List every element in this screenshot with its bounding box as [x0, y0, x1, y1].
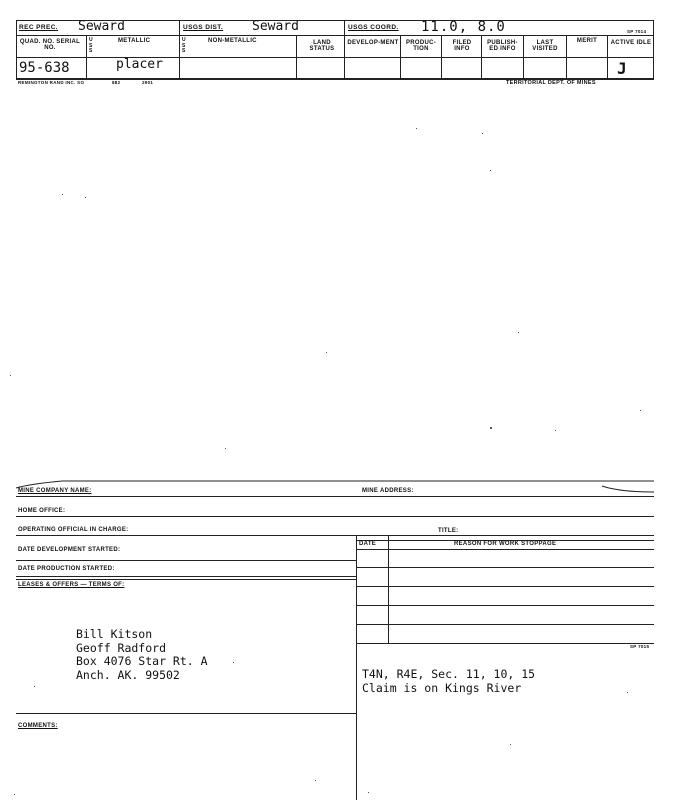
production-header: PRODUC-TION [405, 40, 437, 53]
scan-speck [315, 780, 316, 781]
home-office-label: HOME OFFICE: [18, 508, 66, 514]
scan-speck [482, 133, 483, 134]
owner-block [76, 628, 208, 682]
scan-speck [555, 430, 556, 431]
card-left-border [16, 20, 17, 78]
serial-no-label: SERIAL NO. [44, 39, 81, 52]
row-line [16, 535, 654, 536]
row-line [356, 567, 654, 568]
scan-speck [62, 194, 63, 195]
comments-label: COMMENTS: [18, 723, 58, 729]
col-divider [86, 35, 87, 78]
date-col-divider [388, 535, 389, 643]
usgs-coord-label: USGS COORD. [348, 24, 399, 31]
col-divider [523, 35, 524, 78]
owner-line: Geoff Radford [76, 640, 167, 655]
operating-official-label: OPERATING OFFICIAL IN CHARGE: [18, 527, 129, 533]
center-divider [356, 535, 357, 800]
mine-company-name-label: MINE COMPANY NAME: [18, 488, 92, 494]
col-divider [441, 35, 442, 78]
col-divider [344, 20, 345, 78]
active-idle-header: ACTIVE IDLE [610, 40, 652, 46]
row-line [16, 713, 356, 714]
quad-serial-header [18, 39, 82, 52]
location-line: T4N, R4E, Sec. 11, 10, 15 [362, 667, 536, 681]
department-name: TERRITORIAL DEPT. OF MINES [506, 80, 596, 86]
row-line [16, 576, 356, 577]
printer-code-1: 882 [112, 80, 121, 85]
scan-speck [490, 427, 492, 429]
scan-speck [233, 662, 234, 663]
last-visited-header: LAST VISITED [532, 40, 558, 53]
usgs-coord-value: 11.0, 8.0 [421, 19, 506, 35]
merit-header: MERIT [576, 38, 598, 44]
col-divider [296, 35, 297, 78]
scan-speck [640, 410, 641, 411]
col-divider [607, 35, 608, 78]
printer-code-2: 2901 [142, 80, 154, 85]
mine-address-label: MINE ADDRESS: [362, 488, 414, 494]
row-line [16, 516, 654, 517]
header-row-divider [16, 35, 654, 36]
scan-speck [10, 375, 11, 376]
usgs-dist-label: USGS DIST. [183, 24, 224, 31]
usgs-dist-value: Seward [252, 19, 299, 34]
date-production-label: DATE PRODUCTION STARTED: [18, 566, 115, 572]
col-divider [481, 35, 482, 78]
rec-prec-label: REC PREC. [19, 24, 58, 31]
quad-serial-value: 95-638 [19, 60, 70, 76]
metallic-header: METALLIC [118, 38, 151, 44]
scan-speck [34, 686, 35, 687]
scan-speck [416, 128, 417, 129]
date-column-label: DATE [359, 541, 377, 547]
form-code-bottom: SP 7015 [630, 644, 650, 649]
scan-speck [14, 794, 15, 795]
row-line [356, 586, 654, 587]
scan-speck [518, 332, 519, 333]
filed-info-header: FILED INFO [452, 40, 472, 53]
col-divider [179, 20, 180, 78]
row-line [356, 624, 654, 625]
column-header-divider [16, 57, 654, 58]
uss-marker-1: U S S [89, 37, 93, 54]
col-divider [400, 35, 401, 78]
scan-speck [627, 692, 628, 693]
row-line [356, 643, 654, 644]
row-line [16, 496, 654, 497]
leases-offers-label: LEASES & OFFERS — TERMS OF: [18, 582, 125, 588]
scan-speck [368, 792, 369, 793]
scan-speck [510, 744, 511, 745]
printer-note: REMINGTON RAND INC. SO [18, 80, 85, 85]
scan-speck [225, 448, 226, 449]
date-development-label: DATE DEVELOPMENT STARTED: [18, 547, 121, 553]
quad-no-label: QUAD. NO. [19, 39, 55, 45]
scan-speck [490, 170, 491, 171]
row-line [16, 579, 356, 580]
row-line [356, 605, 654, 606]
reason-column-label: REASON FOR WORK STOPPAGE [454, 541, 557, 547]
title-label: TITLE: [438, 528, 459, 534]
land-status-header: LAND STATUS [309, 40, 335, 53]
col-divider [566, 35, 567, 78]
location-block [362, 668, 535, 695]
owner-line: Anch. AK. 99502 [76, 667, 180, 682]
card-right-border [653, 20, 654, 78]
rec-prec-value: Seward [78, 19, 125, 34]
non-metallic-header: NON-METALLIC [208, 38, 257, 44]
active-idle-mark: J [617, 59, 627, 78]
owner-line: Box 4076 Star Rt. A [76, 654, 208, 668]
row-line [356, 549, 654, 550]
row-line [16, 560, 356, 561]
form-code-top: SP 7014 [627, 29, 647, 34]
scan-speck [85, 197, 86, 198]
development-header: DEVELOP-MENT [347, 40, 399, 46]
uss-marker-2: U S S [182, 37, 186, 54]
owner-line: Bill Kitson [76, 627, 153, 641]
published-info-header: PUBLISH-ED INFO [487, 40, 518, 53]
scan-speck [326, 352, 327, 353]
location-line: Claim is on Kings River [362, 680, 522, 695]
metallic-value: placer [116, 57, 163, 72]
